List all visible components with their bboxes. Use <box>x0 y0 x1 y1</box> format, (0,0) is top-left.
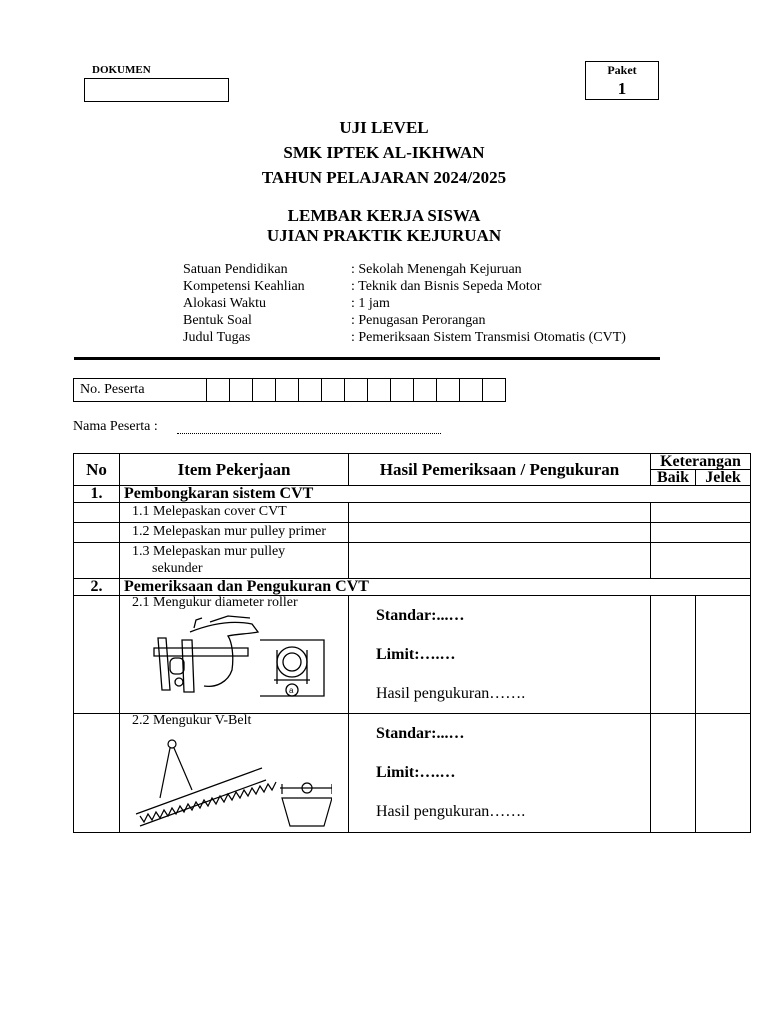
item-label: 1.2 Melepaskan mur pulley primer <box>120 523 349 543</box>
info-value: : Sekolah Menengah Kejuruan <box>351 262 522 277</box>
info-label: Alokasi Waktu <box>183 296 266 311</box>
jelek-cell[interactable] <box>696 714 751 833</box>
vbelt-illustration <box>132 728 332 828</box>
title-year: TAHUN PELAJARAN 2024/2025 <box>261 168 507 187</box>
participant-number-label: No. Peserta <box>74 379 207 402</box>
section-number: 2. <box>74 579 120 596</box>
section-row <box>74 486 751 503</box>
result-cell[interactable] <box>349 503 651 523</box>
limit-value: Limit:….… <box>376 764 456 781</box>
info-label: Judul Tugas <box>183 330 251 345</box>
table-row <box>74 503 751 523</box>
participant-number-cell[interactable] <box>299 379 322 402</box>
no-cell <box>74 523 120 543</box>
standard-value: Standar:...… <box>376 607 465 624</box>
title-school: SMK IPTEK AL-IKHWAN <box>283 143 485 162</box>
standard-value: Standar:...… <box>376 725 465 742</box>
participant-number-cell[interactable] <box>253 379 276 402</box>
no-cell <box>74 543 120 579</box>
table-row <box>74 543 751 579</box>
info-value: : Pemeriksaan Sistem Transmisi Otomatis (CVT) <box>351 330 626 345</box>
measurement-result-cell[interactable] <box>349 596 651 714</box>
caliper-illustration <box>132 610 332 706</box>
section-row <box>74 579 751 596</box>
measurement-value: Hasil pengukuran……. <box>376 803 526 820</box>
col-header-keterangan: Keterangan <box>651 454 751 470</box>
participant-number-grid <box>73 378 506 402</box>
col-header-baik: Baik <box>651 470 696 486</box>
participant-number-cell[interactable] <box>276 379 299 402</box>
baik-cell[interactable] <box>651 714 696 833</box>
svg-text:a: a <box>289 686 294 695</box>
participant-number-cell[interactable] <box>483 379 506 402</box>
participant-number-cell[interactable] <box>345 379 368 402</box>
participant-number-cell[interactable] <box>391 379 414 402</box>
result-cell[interactable] <box>349 543 651 579</box>
measurement-result-cell[interactable] <box>349 714 651 833</box>
table-row <box>74 596 751 714</box>
info-label: Satuan Pendidikan <box>183 262 288 277</box>
participant-number-cell[interactable] <box>460 379 483 402</box>
title-worksheet: LEMBAR KERJA SISWA <box>287 206 481 225</box>
table-row <box>74 523 751 543</box>
title-exam: UJIAN PRAKTIK KEJURUAN <box>266 226 502 245</box>
paket-number: 1 <box>617 79 627 98</box>
no-cell <box>74 596 120 714</box>
participant-number-cell[interactable] <box>230 379 253 402</box>
document-label-box <box>84 78 229 102</box>
col-header-item: Item Pekerjaan <box>120 454 349 486</box>
item-label-line1: 1.3 Melepaskan mur pulley <box>132 544 286 559</box>
limit-value: Limit:….… <box>376 646 456 663</box>
document-label: DOKUMEN <box>92 64 151 76</box>
info-value: : Teknik dan Bisnis Sepeda Motor <box>351 279 542 294</box>
paket-box <box>585 61 659 100</box>
participant-number-cell[interactable] <box>322 379 345 402</box>
item-label: 2.2 Mengukur V-Belt <box>132 713 252 728</box>
info-label: Kompetensi Keahlian <box>183 279 305 294</box>
info-value: : 1 jam <box>351 296 390 311</box>
item-label: 1.1 Melepaskan cover CVT <box>120 503 349 523</box>
no-cell <box>74 503 120 523</box>
item-cell <box>120 596 349 714</box>
table-row <box>74 714 751 833</box>
jelek-cell[interactable] <box>696 596 751 714</box>
result-cell[interactable] <box>349 523 651 543</box>
item-label: 2.1 Mengukur diameter roller <box>132 595 298 610</box>
item-label <box>120 543 349 579</box>
participant-name-field[interactable] <box>177 433 441 434</box>
info-value: : Penugasan Perorangan <box>351 313 486 328</box>
participant-number-cell[interactable] <box>437 379 460 402</box>
baik-cell[interactable] <box>651 596 696 714</box>
paket-label: Paket <box>607 63 637 77</box>
keterangan-cell[interactable] <box>651 523 751 543</box>
measurement-value: Hasil pengukuran……. <box>376 685 526 702</box>
item-cell <box>120 714 349 833</box>
info-label: Bentuk Soal <box>183 313 252 328</box>
title-uji-level: UJI LEVEL <box>339 118 429 137</box>
section-title: Pemeriksaan dan Pengukuran CVT <box>120 579 751 596</box>
participant-number-cell[interactable] <box>368 379 391 402</box>
no-cell <box>74 714 120 833</box>
participant-number-cell[interactable] <box>207 379 230 402</box>
keterangan-cell[interactable] <box>651 543 751 579</box>
item-label-line2: sekunder <box>152 561 203 576</box>
col-header-jelek: Jelek <box>696 470 751 486</box>
worksheet-table <box>73 453 751 833</box>
participant-number-cell[interactable] <box>414 379 437 402</box>
header-divider <box>74 357 660 360</box>
col-header-no: No <box>74 454 120 486</box>
keterangan-cell[interactable] <box>651 503 751 523</box>
participant-name-label: Nama Peserta : <box>73 419 158 434</box>
section-title: Pembongkaran sistem CVT <box>120 486 751 503</box>
section-number: 1. <box>74 486 120 503</box>
col-header-result: Hasil Pemeriksaan / Pengukuran <box>349 454 651 486</box>
